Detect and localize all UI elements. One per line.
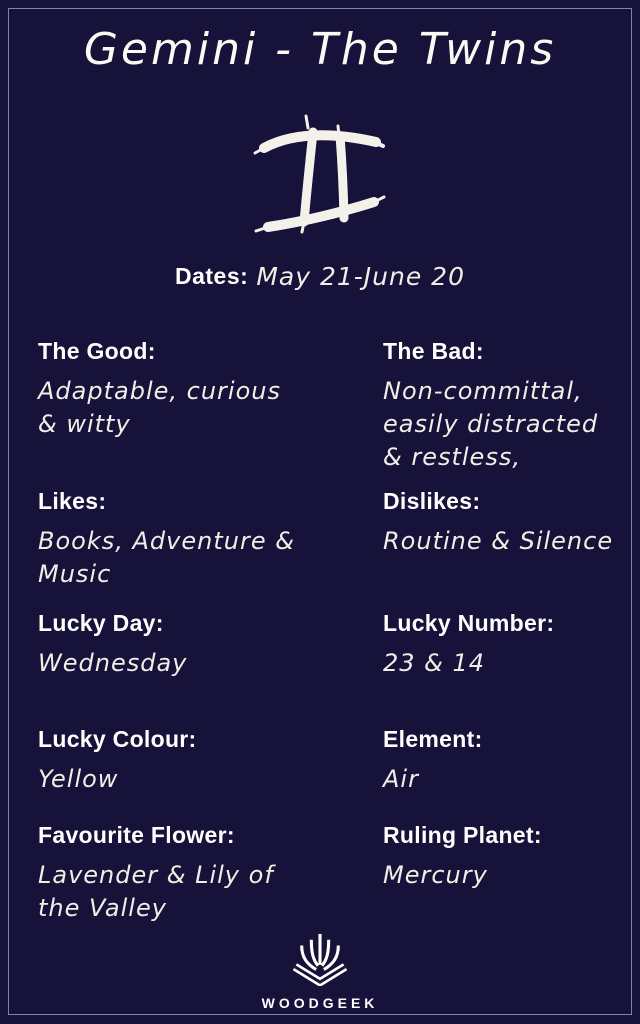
section-value: Adaptable, curious & witty [38,377,281,438]
brand-footer [0,932,640,1011]
page-title: Gemini - The Twins [83,24,557,75]
section-ruling-planet [383,822,621,892]
section-label: Dislikes: [383,488,481,514]
section-value: 23 & 14 [383,649,486,677]
section-lucky-day [38,610,300,680]
section-label: Favourite Flower: [38,822,235,848]
section-label: The Good: [38,338,156,364]
section-element [383,726,621,796]
section-label: Likes: [38,488,107,514]
section-label: Lucky Colour: [38,726,197,752]
section-value: Air [383,765,419,793]
section-label: Lucky Number: [383,610,555,636]
section-value: Yellow [38,765,119,793]
section-lucky-number [383,610,621,680]
section-value: Routine & Silence [383,527,614,555]
section-value: Wednesday [38,649,188,677]
section-label: Lucky Day: [38,610,164,636]
gemini-symbol-icon [250,100,390,245]
dates-line [0,262,640,291]
section-dislikes [383,488,621,558]
section-likes [38,488,300,591]
section-value: Books, Adventure & Music [38,527,295,588]
section-the-bad [383,338,621,474]
section-lucky-colour [38,726,300,796]
section-label: The Bad: [383,338,484,364]
section-value: Lavender & Lily of the Valley [38,861,274,922]
section-label: Ruling Planet: [383,822,542,848]
woodgeek-logo-icon [289,973,351,990]
section-value: Mercury [383,861,488,889]
dates-value: May 21-June 20 [256,262,465,291]
section-value: Non-committal, easily distracted & restless, [383,377,599,471]
brand-name: WOODGEEK [261,995,379,1011]
section-the-good [38,338,300,441]
section-label: Element: [383,726,483,752]
dates-label: Dates: [175,263,249,289]
section-favourite-flower [38,822,300,925]
